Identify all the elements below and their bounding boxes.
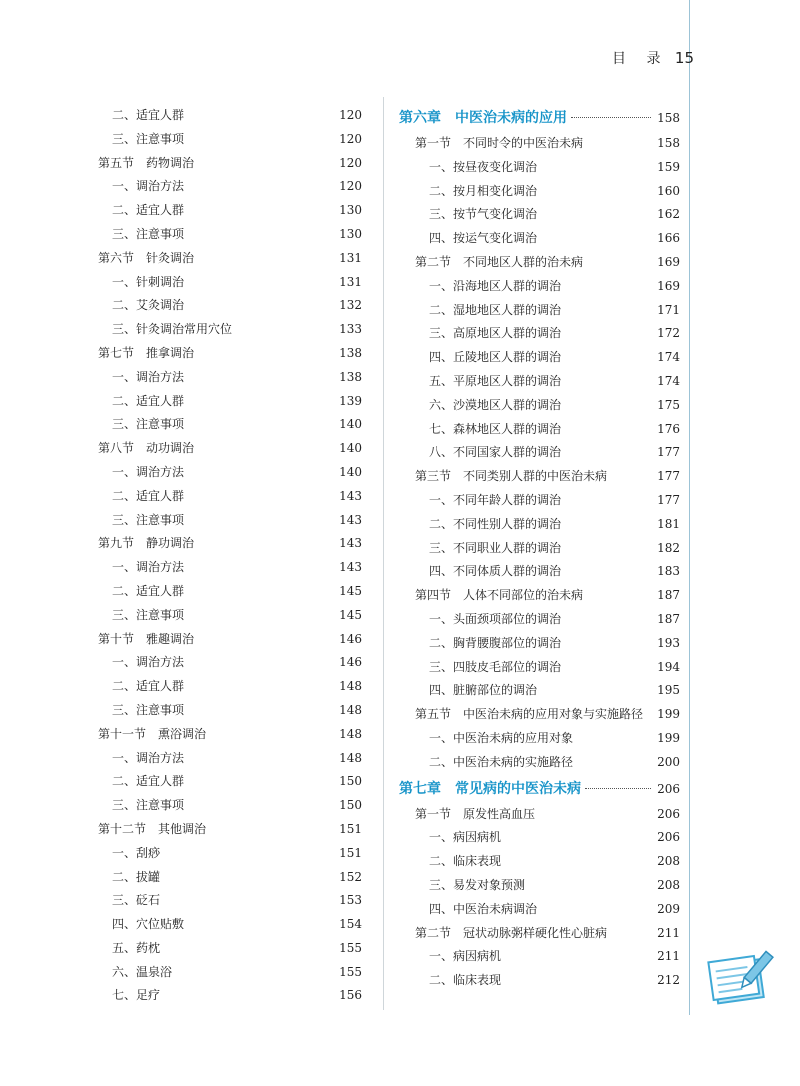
toc-entry-page: 120 <box>339 108 362 122</box>
toc-entry-page: 171 <box>657 302 680 317</box>
toc-subsection-entry <box>98 366 362 390</box>
toc-entry-page: 200 <box>657 754 680 769</box>
toc-subsection-entry <box>399 203 680 227</box>
toc-entry-page: 199 <box>657 707 680 722</box>
toc-section-entry <box>98 152 362 176</box>
toc-entry-page: 155 <box>339 964 362 979</box>
toc-subsection-entry <box>399 560 680 584</box>
toc-entry-title: 六、沙漠地区人群的调治 <box>429 397 562 412</box>
toc-subsection-entry <box>399 656 680 680</box>
toc-subsection-entry <box>399 322 680 346</box>
toc-entry-page: 150 <box>339 774 362 789</box>
toc-subsection-entry <box>399 898 680 922</box>
toc-subsection-entry <box>399 394 680 418</box>
toc-entry-title: 三、高原地区人群的调治 <box>429 326 562 341</box>
toc-left-column <box>98 104 362 1008</box>
toc-entry-page: 138 <box>339 345 362 360</box>
toc-subsection-entry <box>98 509 362 533</box>
toc-entry-title: 七、森林地区人群的调治 <box>429 421 562 436</box>
toc-entry-title: 第二节 不同地区人群的治未病 <box>415 254 584 269</box>
toc-entry-title: 第十节 雅趣调治 <box>98 631 195 646</box>
toc-entry-page: 120 <box>339 131 362 146</box>
toc-subsection-entry <box>98 461 362 485</box>
toc-entry-title: 三、注意事项 <box>112 417 185 432</box>
toc-entry-page: 148 <box>339 679 362 694</box>
toc-subsection-entry <box>98 128 362 152</box>
toc-entry-title: 二、适宜人群 <box>112 583 185 598</box>
toc-section-entry <box>98 532 362 556</box>
toc-chapter-entry <box>399 104 680 132</box>
toc-entry-title: 二、适宜人群 <box>112 488 185 503</box>
toc-entry-page: 131 <box>339 250 362 265</box>
toc-entry-page: 143 <box>339 536 362 551</box>
toc-entry-page: 133 <box>339 322 362 337</box>
toc-entry-title: 三、易发对象预测 <box>429 877 526 892</box>
toc-entry-page: 212 <box>657 973 680 988</box>
toc-entry-title: 一、不同年龄人群的调治 <box>429 492 562 507</box>
toc-entry-title: 一、病因病机 <box>429 949 502 964</box>
toc-entry-title: 第五节 药物调治 <box>98 155 195 170</box>
toc-entry-page: 148 <box>339 726 362 741</box>
toc-section-entry <box>399 132 680 156</box>
toc-subsection-entry <box>399 969 680 993</box>
toc-entry-page: 211 <box>657 949 680 964</box>
toc-subsection-entry <box>98 961 362 985</box>
toc-section-entry <box>399 703 680 727</box>
toc-entry-title: 三、四肢皮毛部位的调治 <box>429 659 562 674</box>
toc-entry-title: 四、丘陵地区人群的调治 <box>429 350 562 365</box>
toc-entry-page: 158 <box>657 136 680 150</box>
toc-entry-title: 一、针刺调治 <box>112 274 185 289</box>
toc-entry-page: 130 <box>339 226 362 241</box>
toc-entry-title: 六、温泉浴 <box>112 964 173 979</box>
toc-entry-title: 二、适宜人群 <box>112 108 185 122</box>
toc-entry-title: 第九节 静功调治 <box>98 536 195 551</box>
toc-subsection-entry <box>98 223 362 247</box>
toc-entry-page: 169 <box>657 254 680 269</box>
toc-entry-title: 第一节 原发性高血压 <box>415 806 536 821</box>
toc-entry-page: 206 <box>657 806 680 821</box>
toc-entry-title: 第八节 动功调治 <box>98 441 195 456</box>
toc-subsection-entry <box>399 180 680 204</box>
toc-section-entry <box>399 803 680 827</box>
toc-entry-title: 二、适宜人群 <box>112 203 185 218</box>
toc-entry-title: 三、注意事项 <box>112 226 185 241</box>
toc-entry-title: 一、病因病机 <box>429 830 502 845</box>
toc-entry-page: 130 <box>339 203 362 218</box>
toc-entry-title: 第七节 推拿调治 <box>98 345 195 360</box>
toc-entry-page: 151 <box>339 821 362 836</box>
toc-entry-page: 177 <box>657 492 680 507</box>
toc-subsection-entry <box>399 156 680 180</box>
toc-entry-title: 二、适宜人群 <box>112 679 185 694</box>
toc-entry-title: 五、药枕 <box>112 940 161 955</box>
toc-entry-page: 145 <box>339 583 362 598</box>
toc-entry-page: 172 <box>657 326 680 341</box>
toc-entry-page: 187 <box>657 611 680 626</box>
toc-entry-page: 138 <box>339 369 362 384</box>
toc-subsection-entry <box>98 199 362 223</box>
toc-entry-title: 三、针灸调治常用穴位 <box>112 322 233 337</box>
toc-entry-title: 二、不同性别人群的调治 <box>429 516 562 531</box>
toc-entry-title: 第七章 常见病的中医治未病 <box>399 780 581 797</box>
toc-entry-page: 132 <box>339 298 362 313</box>
toc-subsection-entry <box>98 294 362 318</box>
toc-entry-page: 152 <box>339 869 362 884</box>
toc-subsection-entry <box>399 727 680 751</box>
toc-subsection-entry <box>98 984 362 1008</box>
toc-entry-page: 176 <box>657 421 680 436</box>
toc-entry-title: 三、注意事项 <box>112 702 185 717</box>
toc-entry-title: 一、调治方法 <box>112 560 185 575</box>
toc-entry-title: 四、中医治未病调治 <box>429 901 538 916</box>
toc-entry-title: 三、注意事项 <box>112 798 185 813</box>
toc-section-entry <box>399 465 680 489</box>
toc-entry-page: 174 <box>657 373 680 388</box>
toc-leader-dots <box>585 788 651 789</box>
toc-subsection-entry <box>399 346 680 370</box>
toc-entry-title: 三、注意事项 <box>112 512 185 527</box>
toc-entry-page: 143 <box>339 512 362 527</box>
toc-subsection-entry <box>399 441 680 465</box>
toc-subsection-entry <box>98 913 362 937</box>
toc-entry-page: 159 <box>657 159 680 174</box>
toc-section-entry <box>98 818 362 842</box>
toc-subsection-entry <box>399 275 680 299</box>
toc-section-entry <box>98 437 362 461</box>
toc-subsection-entry <box>98 485 362 509</box>
toc-entry-page: 208 <box>657 854 680 869</box>
toc-entry-title: 四、不同体质人群的调治 <box>429 564 562 579</box>
toc-subsection-entry <box>399 608 680 632</box>
toc-section-entry <box>98 628 362 652</box>
toc-entry-title: 一、调治方法 <box>112 179 185 194</box>
toc-entry-title: 三、注意事项 <box>112 131 185 146</box>
toc-subsection-entry <box>98 390 362 414</box>
toc-subsection-entry <box>98 794 362 818</box>
toc-entry-title: 第二节 冠状动脉粥样硬化性心脏病 <box>415 925 608 940</box>
toc-chapter-entry <box>399 775 680 803</box>
toc-entry-page: 162 <box>657 207 680 222</box>
toc-entry-title: 第六节 针灸调治 <box>98 250 195 265</box>
toc-entry-title: 二、适宜人群 <box>112 774 185 789</box>
toc-entry-page: 169 <box>657 278 680 293</box>
toc-subsection-entry <box>399 537 680 561</box>
toc-entry-page: 193 <box>657 635 680 650</box>
toc-entry-page: 199 <box>657 730 680 745</box>
toc-subsection-entry <box>98 770 362 794</box>
toc-entry-title: 一、中医治未病的应用对象 <box>429 730 574 745</box>
toc-entry-page: 154 <box>339 917 362 932</box>
toc-subsection-entry <box>399 227 680 251</box>
toc-subsection-entry <box>98 699 362 723</box>
header-title: 目 录 <box>612 51 669 67</box>
toc-entry-title: 一、刮痧 <box>112 845 161 860</box>
toc-entry-page: 181 <box>657 516 680 531</box>
toc-subsection-entry <box>98 271 362 295</box>
toc-subsection-entry <box>399 299 680 323</box>
toc-entry-page: 206 <box>657 781 680 796</box>
toc-subsection-entry <box>399 874 680 898</box>
toc-section-entry <box>98 723 362 747</box>
toc-entry-title: 第一节 不同时令的中医治未病 <box>415 136 584 150</box>
toc-entry-title: 二、适宜人群 <box>112 393 185 408</box>
toc-section-entry <box>399 584 680 608</box>
toc-entry-page: 195 <box>657 683 680 698</box>
toc-right-column <box>399 104 680 993</box>
toc-entry-page: 155 <box>339 940 362 955</box>
toc-entry-title: 一、沿海地区人群的调治 <box>429 278 562 293</box>
toc-entry-title: 二、临床表现 <box>429 854 502 869</box>
toc-entry-title: 一、调治方法 <box>112 369 185 384</box>
toc-subsection-entry <box>399 850 680 874</box>
toc-section-entry <box>399 922 680 946</box>
toc-subsection-entry <box>399 489 680 513</box>
page-edge-line <box>689 0 690 1015</box>
toc-subsection-entry <box>98 889 362 913</box>
toc-subsection-entry <box>399 418 680 442</box>
toc-entry-page: 183 <box>657 564 680 579</box>
toc-entry-title: 三、不同职业人群的调治 <box>429 540 562 555</box>
toc-entry-page: 153 <box>339 893 362 908</box>
toc-entry-page: 148 <box>339 750 362 765</box>
toc-entry-page: 145 <box>339 607 362 622</box>
toc-entry-page: 146 <box>339 655 362 670</box>
toc-entry-page: 194 <box>657 659 680 674</box>
toc-subsection-entry <box>98 104 362 128</box>
running-header <box>612 48 694 68</box>
notebook-pencil-icon <box>705 948 777 1010</box>
toc-entry-page: 143 <box>339 488 362 503</box>
toc-entry-title: 第十一节 熏浴调治 <box>98 726 207 741</box>
toc-subsection-entry <box>98 866 362 890</box>
toc-entry-title: 三、按节气变化调治 <box>429 207 538 222</box>
toc-entry-page: 140 <box>339 441 362 456</box>
toc-section-entry <box>98 247 362 271</box>
toc-entry-title: 一、调治方法 <box>112 464 185 479</box>
toc-entry-page: 182 <box>657 540 680 555</box>
toc-entry-page: 187 <box>657 588 680 603</box>
toc-entry-page: 156 <box>339 988 362 1003</box>
toc-leader-dots <box>571 117 651 118</box>
toc-subsection-entry <box>98 747 362 771</box>
toc-entry-title: 第三节 不同类别人群的中医治未病 <box>415 469 608 484</box>
toc-subsection-entry <box>399 751 680 775</box>
toc-section-entry <box>399 251 680 275</box>
toc-entry-title: 一、按昼夜变化调治 <box>429 159 538 174</box>
toc-subsection-entry <box>399 632 680 656</box>
toc-entry-title: 第五节 中医治未病的应用对象与实施路径 <box>415 707 644 722</box>
toc-entry-title: 二、胸背腰腹部位的调治 <box>429 635 562 650</box>
column-divider <box>383 97 384 1010</box>
toc-entry-title: 七、足疗 <box>112 988 161 1003</box>
toc-entry-title: 四、脏腑部位的调治 <box>429 683 538 698</box>
toc-entry-title: 第十二节 其他调治 <box>98 821 207 836</box>
toc-entry-page: 177 <box>657 469 680 484</box>
toc-entry-title: 二、湿地地区人群的调治 <box>429 302 562 317</box>
toc-entry-title: 八、不同国家人群的调治 <box>429 445 562 460</box>
toc-entry-page: 139 <box>339 393 362 408</box>
toc-subsection-entry <box>399 826 680 850</box>
toc-entry-title: 一、头面颈项部位的调治 <box>429 611 562 626</box>
toc-entry-page: 158 <box>657 111 680 125</box>
toc-entry-page: 177 <box>657 445 680 460</box>
toc-subsection-entry <box>98 937 362 961</box>
toc-entry-page: 150 <box>339 798 362 813</box>
toc-section-entry <box>98 342 362 366</box>
toc-entry-title: 第六章 中医治未病的应用 <box>399 110 567 126</box>
toc-entry-page: 151 <box>339 845 362 860</box>
toc-entry-title: 二、按月相变化调治 <box>429 183 538 198</box>
toc-subsection-entry <box>98 556 362 580</box>
toc-entry-page: 211 <box>657 925 680 940</box>
toc-subsection-entry <box>98 842 362 866</box>
toc-entry-title: 二、临床表现 <box>429 973 502 988</box>
toc-subsection-entry <box>98 580 362 604</box>
toc-subsection-entry <box>98 413 362 437</box>
toc-subsection-entry <box>98 318 362 342</box>
toc-entry-page: 174 <box>657 350 680 365</box>
toc-subsection-entry <box>98 604 362 628</box>
toc-entry-page: 208 <box>657 877 680 892</box>
toc-subsection-entry <box>98 651 362 675</box>
toc-entry-page: 160 <box>657 183 680 198</box>
toc-entry-page: 175 <box>657 397 680 412</box>
toc-entry-title: 一、调治方法 <box>112 655 185 670</box>
toc-subsection-entry <box>399 945 680 969</box>
toc-entry-page: 146 <box>339 631 362 646</box>
toc-entry-page: 143 <box>339 560 362 575</box>
toc-entry-page: 140 <box>339 464 362 479</box>
toc-entry-title: 五、平原地区人群的调治 <box>429 373 562 388</box>
toc-entry-page: 131 <box>339 274 362 289</box>
toc-entry-title: 二、拔罐 <box>112 869 161 884</box>
toc-entry-title: 二、中医治未病的实施路径 <box>429 754 574 769</box>
toc-entry-title: 四、按运气变化调治 <box>429 231 538 246</box>
toc-entry-page: 206 <box>657 830 680 845</box>
toc-entry-title: 三、砭石 <box>112 893 161 908</box>
toc-entry-title: 二、艾灸调治 <box>112 298 185 313</box>
toc-entry-page: 148 <box>339 702 362 717</box>
toc-entry-title: 三、注意事项 <box>112 607 185 622</box>
toc-subsection-entry <box>98 675 362 699</box>
toc-subsection-entry <box>399 370 680 394</box>
toc-entry-page: 120 <box>339 179 362 194</box>
toc-subsection-entry <box>399 679 680 703</box>
toc-entry-page: 209 <box>657 901 680 916</box>
toc-entry-page: 120 <box>339 155 362 170</box>
toc-subsection-entry <box>399 513 680 537</box>
toc-subsection-entry <box>98 175 362 199</box>
toc-entry-page: 166 <box>657 231 680 246</box>
toc-entry-title: 四、穴位贴敷 <box>112 917 185 932</box>
toc-entry-title: 一、调治方法 <box>112 750 185 765</box>
header-page-number: 15 <box>674 49 694 67</box>
toc-entry-title: 第四节 人体不同部位的治未病 <box>415 588 584 603</box>
toc-entry-page: 140 <box>339 417 362 432</box>
